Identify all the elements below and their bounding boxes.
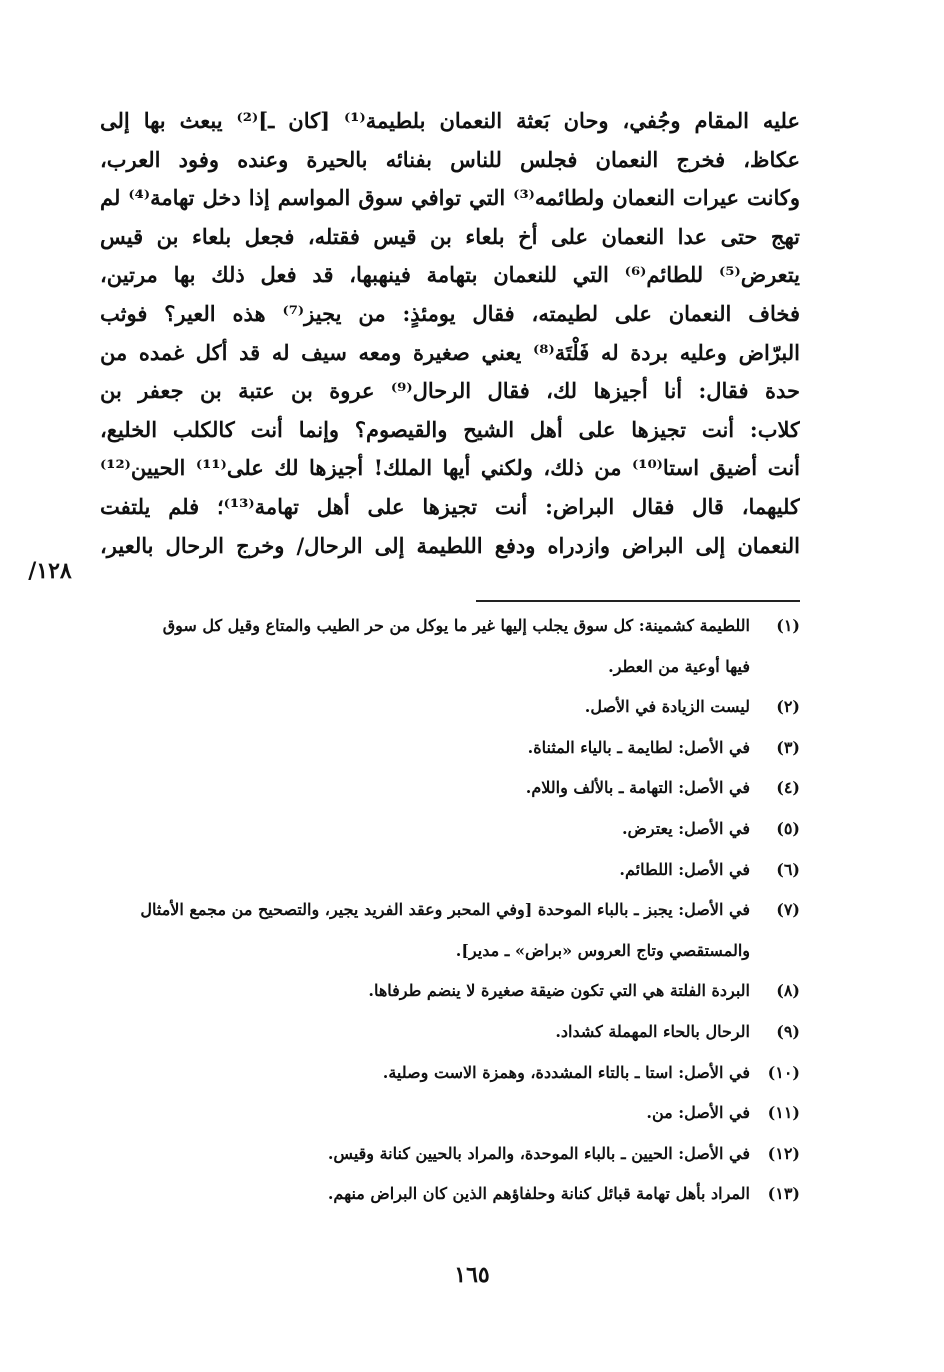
footnote-9	[100, 1012, 800, 1053]
footnote-number: (٩)	[776, 1021, 800, 1041]
main-text-line: كليهما، قال فقال البراض: أنت تجيزها على أهل تهامة⁽¹³⁾؛ فلم يلتفت	[100, 493, 800, 519]
footnote-text: البردة الفلتة هي التي تكون ضيقة صغيرة لا ينضم طرفاها.	[368, 981, 750, 1001]
footnote-3	[100, 728, 800, 769]
main-text-line: كلاب: أنت تجيزها على أهل الشيح والقيصوم؟ وإنما أنت كالكلب الخليع،	[100, 416, 800, 442]
footnote-number: (١)	[776, 616, 800, 635]
footnote-4	[100, 768, 800, 809]
footnote-number: (٧)	[776, 900, 800, 920]
footnote-number: (٨)	[776, 981, 800, 1001]
main-text-block	[100, 102, 800, 565]
footnote-number: (٢)	[776, 697, 800, 717]
footnote-text: المراد بأهل تهامة قبائل كنانة وحلفاؤهم الذين كان البراض منهم.	[327, 1184, 750, 1204]
footnote-number: (٥)	[776, 818, 800, 838]
footnote-10	[100, 1053, 800, 1094]
footnote-number: (٣)	[776, 737, 800, 757]
manuscript-folio-reference: ١٢٨/	[28, 558, 72, 584]
footnote-8	[100, 971, 800, 1012]
footnote-text: في الأصل: لطايمة ـ بالياء المثناة.	[527, 737, 750, 757]
footnote-1-continuation	[100, 647, 800, 688]
footnote-text: في الأصل: اللطائم.	[619, 859, 750, 879]
footnote-text: في الأصل: يعترض.	[621, 818, 750, 838]
main-text-line: وكانت عيرات النعمان ولطائمه⁽³⁾ التي توافي سوق المواسم إذا دخل تهامة⁽⁴⁾ لم	[100, 185, 800, 211]
footnote-number: (١٢)	[767, 1143, 800, 1163]
footnote-text: ليست الزيادة في الأصل.	[584, 697, 750, 717]
footnote-7	[100, 890, 800, 931]
main-text-line: تهج حتى عدا النعمان على أخ بلعاء بن قيس فقتله، فجعل بلعاء بن قيس	[100, 223, 800, 249]
footnote-11	[100, 1093, 800, 1134]
main-text-line: عليه المقام وجُفي، وحان بَعثة النعمان بلطيمة⁽¹⁾ [كان ـ]⁽²⁾ يبعث بها إلى	[100, 108, 800, 133]
footnote-number: (٤)	[776, 778, 800, 798]
main-text-line: البرّاض وعليه بردة له فَلْتَة⁽⁸⁾ يعني صغيرة ومعه سيف له قد أكل غمده من	[100, 339, 800, 365]
page-number: ١٦٥	[454, 1262, 490, 1288]
footnote-text: في الأصل: يجبز ـ بالباء الموحدة [وفي المحبر وعقد الفريد يجير، والتصحيح من مجمع الأمثال	[140, 900, 750, 920]
footnote-13	[100, 1174, 800, 1215]
footnote-text: في الأصل: من.	[646, 1103, 750, 1123]
footnote-number: (١١)	[767, 1103, 800, 1123]
main-text-line: النعمان إلى البراض وازدراه ودفع اللطيمة إلى الرحال/ وخرج الرحال بالعير،	[100, 532, 800, 558]
footnote-text: اللطيمة كشمينة: كل سوق يجلب إليها غير ما يوكل من حر الطيب والمتاع وقيل كل سوق	[162, 616, 750, 635]
footnote-text: والمستقصي وتاج العروس «براض» ـ مدير].	[455, 940, 750, 960]
main-text-line: يتعرض⁽⁵⁾ للطائم⁽⁶⁾ التي للنعمان بتهامة فينهبها، قد فعل ذلك بها مرتين،	[100, 262, 800, 288]
main-text-line: أنت أضيق استا⁽¹⁰⁾ من ذلك، ولكني أيها الملك! أجيزها لك على⁽¹¹⁾ الحيين⁽¹²⁾	[100, 455, 800, 481]
footnote-text: فيها أوعية من العطر.	[608, 656, 750, 676]
footnote-text: في الأصل: الحيين ـ بالباء الموحدة، والمراد بالحيين كنانة وقيس.	[327, 1143, 750, 1163]
footnote-text: الرحال بالحاء المهملة كشداد.	[555, 1021, 750, 1041]
footnote-number: (٦)	[776, 859, 800, 879]
footnote-text: في الأصل: استا ـ بالتاء المشددة، وهمزة الاست وصلية.	[382, 1062, 750, 1082]
footnote-number: (١٠)	[767, 1062, 800, 1082]
footnote-6	[100, 850, 800, 891]
footnote-5	[100, 809, 800, 850]
main-text-line: فخاف النعمان على لطيمته، فقال يومئذٍ: من يجيز⁽⁷⁾ هذه العير؟ فوثب	[100, 300, 800, 326]
footnotes-block	[100, 606, 800, 1215]
footnote-separator	[476, 600, 800, 602]
footnote-7-continuation	[100, 931, 800, 972]
footnote-1	[100, 606, 800, 647]
footnote-text: في الأصل: التهامة ـ بالألف واللام.	[525, 778, 750, 798]
main-text-line: عكاظ، فخرج النعمان فجلس للناس بفنائه بالحيرة وعنده وفود العرب،	[100, 146, 800, 172]
footnote-number: (١٣)	[767, 1184, 800, 1204]
main-text-line: حدة فقال: أنا أجيزها لك، فقال الرحال⁽⁹⁾ عروة بن عتبة بن جعفر بن	[100, 378, 800, 404]
footnote-12	[100, 1134, 800, 1175]
footnote-2	[100, 687, 800, 728]
